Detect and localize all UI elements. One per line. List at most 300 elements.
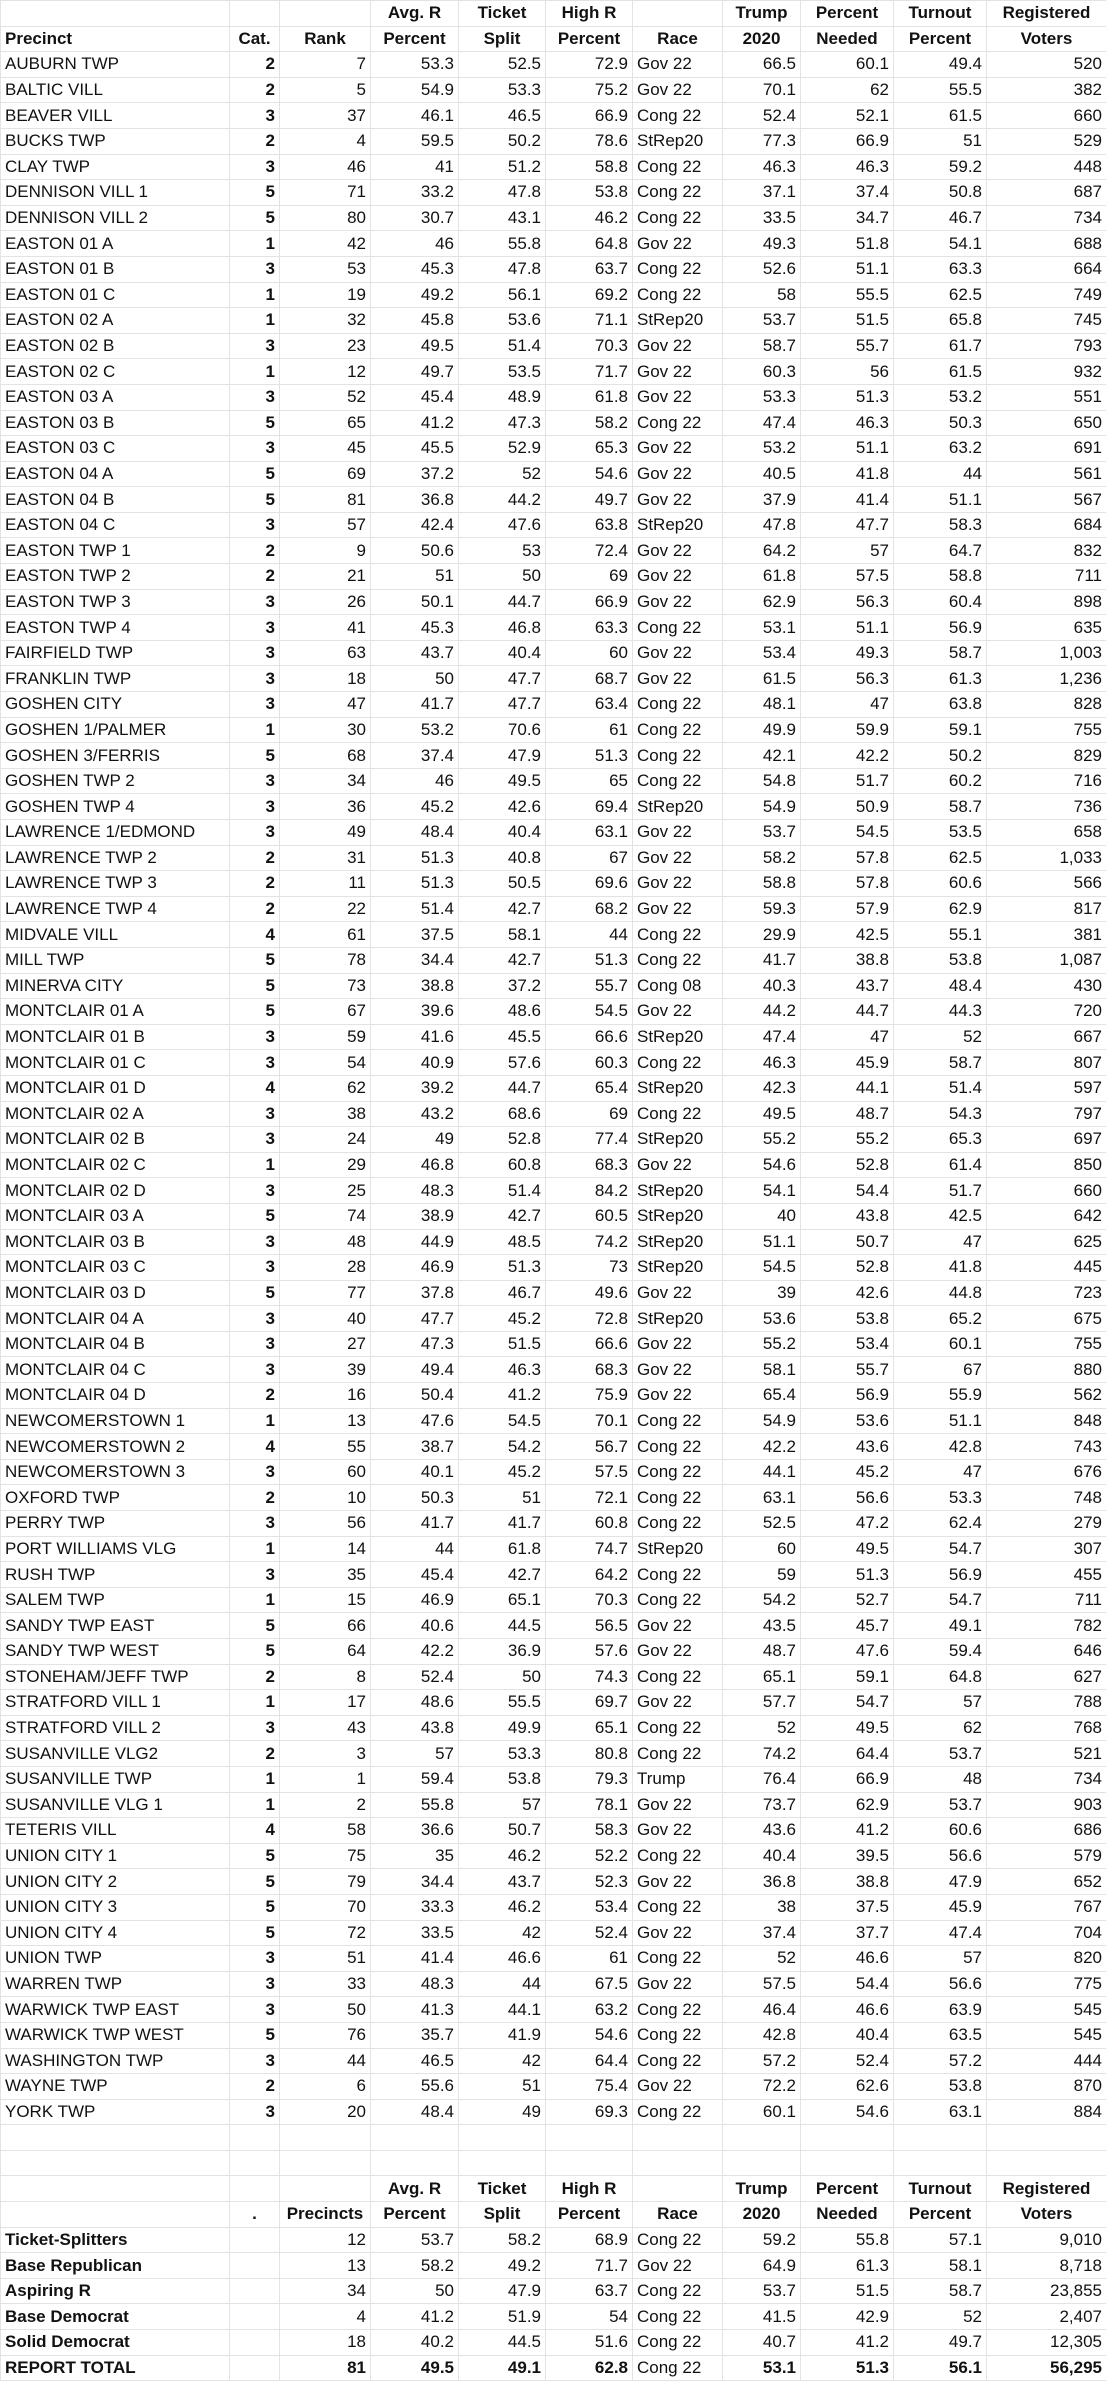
cell-percent-needed[interactable]: 41.2 xyxy=(801,1818,894,1844)
cell-cat[interactable]: 1 xyxy=(230,1792,280,1818)
cell-turnout-percent[interactable]: 59.2 xyxy=(894,154,987,180)
cell-race[interactable]: Cong 22 xyxy=(633,1434,723,1460)
cell-trump-2020[interactable]: 74.2 xyxy=(723,1741,801,1767)
cell-precinct[interactable]: WAYNE TWP xyxy=(1,2074,230,2100)
cell-trump-2020[interactable]: 65.4 xyxy=(723,1383,801,1409)
cell-cat[interactable]: 3 xyxy=(230,1946,280,1972)
cell-turnout-percent[interactable]: 53.3 xyxy=(894,1485,987,1511)
cell-precinct[interactable]: LAWRENCE TWP 2 xyxy=(1,845,230,871)
cell-trump-2020[interactable]: 46.4 xyxy=(723,1997,801,2023)
cell-percent-needed[interactable]: 42.9 xyxy=(801,2304,894,2330)
cell-rank[interactable]: 30 xyxy=(280,717,371,743)
cell-cat[interactable]: 2 xyxy=(230,1741,280,1767)
cell-avg-r-percent[interactable]: 45.4 xyxy=(371,384,459,410)
header-avg-r-percent[interactable]: Percent xyxy=(371,2202,459,2228)
cell-trump-2020[interactable]: 52.6 xyxy=(723,256,801,282)
cell-percent-needed[interactable]: 48.7 xyxy=(801,1101,894,1127)
cell-high-r-percent[interactable]: 57.5 xyxy=(546,1459,633,1485)
cell-trump-2020[interactable]: 77.3 xyxy=(723,128,801,154)
cell-precinct[interactable]: MONTCLAIR 02 D xyxy=(1,1178,230,1204)
cell-avg-r-percent[interactable]: 53.2 xyxy=(371,717,459,743)
cell-high-r-percent[interactable]: 71.7 xyxy=(546,2253,633,2279)
cell-ticket-split[interactable]: 47.8 xyxy=(459,180,546,206)
cell-percent-needed[interactable]: 45.9 xyxy=(801,1050,894,1076)
cell-percent-needed[interactable]: 49.5 xyxy=(801,1536,894,1562)
cell-race[interactable]: Cong 22 xyxy=(633,768,723,794)
cell-high-r-percent[interactable]: 68.9 xyxy=(546,2227,633,2253)
cell-precinct[interactable]: EASTON 02 B xyxy=(1,333,230,359)
cell-turnout-percent[interactable]: 58.8 xyxy=(894,564,987,590)
cell-avg-r-percent[interactable]: 42.2 xyxy=(371,1639,459,1665)
cell-ticket-split[interactable]: 40.8 xyxy=(459,845,546,871)
cell-trump-2020[interactable]: 55.2 xyxy=(723,1331,801,1357)
cell-percent-needed[interactable]: 55.7 xyxy=(801,1357,894,1383)
cell-rank[interactable]: 14 xyxy=(280,1536,371,1562)
cell-ticket-split[interactable]: 49.1 xyxy=(459,2355,546,2381)
cell-trump-2020[interactable]: 39 xyxy=(723,1280,801,1306)
cell-race[interactable]: Cong 22 xyxy=(633,1997,723,2023)
cell-turnout-percent[interactable]: 42.5 xyxy=(894,1203,987,1229)
cell-ticket-split[interactable]: 50 xyxy=(459,1664,546,1690)
cell-rank[interactable]: 48 xyxy=(280,1229,371,1255)
cell-rank[interactable]: 18 xyxy=(280,666,371,692)
empty-cell[interactable] xyxy=(987,2150,1106,2176)
cell-cat[interactable]: 2 xyxy=(230,1664,280,1690)
cell-ticket-split[interactable]: 48.9 xyxy=(459,384,546,410)
cell-turnout-percent[interactable]: 52 xyxy=(894,2304,987,2330)
cell-turnout-percent[interactable]: 51.1 xyxy=(894,487,987,513)
empty-cell[interactable] xyxy=(230,2150,280,2176)
cell-cat[interactable]: 2 xyxy=(230,128,280,154)
cell-registered-voters[interactable]: 832 xyxy=(987,538,1106,564)
cell-turnout-percent[interactable]: 63.9 xyxy=(894,1997,987,2023)
cell-precinct[interactable]: EASTON 04 B xyxy=(1,487,230,513)
cell-high-r-percent[interactable]: 69 xyxy=(546,564,633,590)
cell-percent-needed[interactable]: 47.2 xyxy=(801,1511,894,1537)
cell-cat[interactable]: 5 xyxy=(230,973,280,999)
cell-trump-2020[interactable]: 62.9 xyxy=(723,589,801,615)
cell-percent-needed[interactable]: 45.7 xyxy=(801,1613,894,1639)
cell-cat[interactable]: 3 xyxy=(230,666,280,692)
cell-trump-2020[interactable]: 57.2 xyxy=(723,2048,801,2074)
cell-percent-needed[interactable]: 43.6 xyxy=(801,1434,894,1460)
cell-ticket-split[interactable]: 47.7 xyxy=(459,666,546,692)
cell-trump-2020[interactable]: 53.6 xyxy=(723,1306,801,1332)
cell-rank[interactable]: 64 xyxy=(280,1639,371,1665)
cell-precinct[interactable]: FRANKLIN TWP xyxy=(1,666,230,692)
cell-precinct[interactable]: SUSANVILLE VLG2 xyxy=(1,1741,230,1767)
cell-precinct[interactable]: EASTON 03 B xyxy=(1,410,230,436)
cell-percent-needed[interactable]: 51.3 xyxy=(801,1562,894,1588)
cell-race[interactable]: Gov 22 xyxy=(633,2074,723,2100)
cell-turnout-percent[interactable]: 61.4 xyxy=(894,1152,987,1178)
cell-registered-voters[interactable]: 767 xyxy=(987,1894,1106,1920)
cell-rank[interactable]: 70 xyxy=(280,1894,371,1920)
cell-rank[interactable]: 1 xyxy=(280,1766,371,1792)
cell-registered-voters[interactable]: 749 xyxy=(987,282,1106,308)
cell-percent-needed[interactable]: 51.1 xyxy=(801,256,894,282)
cell-avg-r-percent[interactable]: 55.8 xyxy=(371,1792,459,1818)
cell-cat[interactable]: 3 xyxy=(230,1101,280,1127)
cell-cat[interactable]: 2 xyxy=(230,1383,280,1409)
cell-avg-r-percent[interactable]: 48.3 xyxy=(371,1971,459,1997)
cell-percent-needed[interactable]: 66.9 xyxy=(801,1766,894,1792)
cell-precinct[interactable]: NEWCOMERSTOWN 1 xyxy=(1,1408,230,1434)
header-registered-voters[interactable]: Voters xyxy=(987,26,1106,52)
cell-percent-needed[interactable]: 41.2 xyxy=(801,2330,894,2356)
cell-percent-needed[interactable]: 57.8 xyxy=(801,871,894,897)
cell-precinct[interactable]: MONTCLAIR 02 C xyxy=(1,1152,230,1178)
cell-turnout-percent[interactable]: 53.8 xyxy=(894,947,987,973)
cell-ticket-split[interactable]: 44.7 xyxy=(459,589,546,615)
header-high-r-percent[interactable]: High R xyxy=(546,1,633,27)
empty-cell[interactable] xyxy=(371,2125,459,2151)
cell-ticket-split[interactable]: 57.6 xyxy=(459,1050,546,1076)
cell-avg-r-percent[interactable]: 49.2 xyxy=(371,282,459,308)
cell-ticket-split[interactable]: 49.5 xyxy=(459,768,546,794)
cell-cat[interactable]: 3 xyxy=(230,1997,280,2023)
cell-cat[interactable]: 3 xyxy=(230,2048,280,2074)
cell-rank[interactable]: 59 xyxy=(280,1024,371,1050)
cell-race[interactable]: Cong 22 xyxy=(633,1101,723,1127)
cell-turnout-percent[interactable]: 57.2 xyxy=(894,2048,987,2074)
cell-rank[interactable]: 81 xyxy=(280,2355,371,2381)
cell-rank[interactable]: 18 xyxy=(280,2330,371,2356)
cell-percent-needed[interactable]: 56.3 xyxy=(801,666,894,692)
cell-trump-2020[interactable]: 42.2 xyxy=(723,1434,801,1460)
cell-ticket-split[interactable]: 36.9 xyxy=(459,1639,546,1665)
cell-trump-2020[interactable]: 36.8 xyxy=(723,1869,801,1895)
cell-avg-r-percent[interactable]: 44 xyxy=(371,1536,459,1562)
cell-rank[interactable]: 7 xyxy=(280,52,371,78)
header-cat[interactable] xyxy=(230,2176,280,2202)
cell-race[interactable]: Cong 22 xyxy=(633,2227,723,2253)
cell-race[interactable]: Gov 22 xyxy=(633,538,723,564)
cell-trump-2020[interactable]: 42.1 xyxy=(723,743,801,769)
cell-percent-needed[interactable]: 66.9 xyxy=(801,128,894,154)
cell-avg-r-percent[interactable]: 58.2 xyxy=(371,2253,459,2279)
cell-registered-voters[interactable]: 652 xyxy=(987,1869,1106,1895)
cell-turnout-percent[interactable]: 61.5 xyxy=(894,359,987,385)
cell-high-r-percent[interactable]: 60.3 xyxy=(546,1050,633,1076)
cell-turnout-percent[interactable]: 63.3 xyxy=(894,256,987,282)
cell-registered-voters[interactable]: 545 xyxy=(987,2022,1106,2048)
cell-high-r-percent[interactable]: 67 xyxy=(546,845,633,871)
cell-percent-needed[interactable]: 52.1 xyxy=(801,103,894,129)
cell-trump-2020[interactable]: 47.8 xyxy=(723,512,801,538)
cell-avg-r-percent[interactable]: 51.4 xyxy=(371,896,459,922)
cell-rank[interactable]: 76 xyxy=(280,2022,371,2048)
cell-rank[interactable]: 43 xyxy=(280,1715,371,1741)
cell-precinct[interactable]: GOSHEN CITY xyxy=(1,692,230,718)
cell-race[interactable]: StRep20 xyxy=(633,1536,723,1562)
cell-percent-needed[interactable]: 52.7 xyxy=(801,1587,894,1613)
cell-race[interactable]: Gov 22 xyxy=(633,1920,723,1946)
cell-trump-2020[interactable]: 54.6 xyxy=(723,1152,801,1178)
cell-rank[interactable]: 17 xyxy=(280,1690,371,1716)
empty-cell[interactable] xyxy=(1,2150,230,2176)
cell-avg-r-percent[interactable]: 46.9 xyxy=(371,1255,459,1281)
cell-registered-voters[interactable]: 755 xyxy=(987,717,1106,743)
cell-high-r-percent[interactable]: 54.5 xyxy=(546,999,633,1025)
cell-high-r-percent[interactable]: 63.8 xyxy=(546,512,633,538)
cell-precinct[interactable]: MONTCLAIR 04 A xyxy=(1,1306,230,1332)
cell-percent-needed[interactable]: 55.7 xyxy=(801,333,894,359)
cell-race[interactable]: Cong 22 xyxy=(633,410,723,436)
header-rank[interactable] xyxy=(280,1,371,27)
cell-turnout-percent[interactable]: 63.5 xyxy=(894,2022,987,2048)
cell-high-r-percent[interactable]: 64.4 xyxy=(546,2048,633,2074)
cell-high-r-percent[interactable]: 63.7 xyxy=(546,2278,633,2304)
cell-ticket-split[interactable]: 46.5 xyxy=(459,103,546,129)
cell-ticket-split[interactable]: 44.5 xyxy=(459,2330,546,2356)
cell-registered-voters[interactable]: 1,236 xyxy=(987,666,1106,692)
cell-percent-needed[interactable]: 53.8 xyxy=(801,1306,894,1332)
cell-registered-voters[interactable]: 9,010 xyxy=(987,2227,1106,2253)
cell-registered-voters[interactable]: 720 xyxy=(987,999,1106,1025)
cell-precinct[interactable]: EASTON 03 A xyxy=(1,384,230,410)
cell-trump-2020[interactable]: 59.3 xyxy=(723,896,801,922)
cell-ticket-split[interactable]: 65.1 xyxy=(459,1587,546,1613)
cell-cat[interactable]: 5 xyxy=(230,2022,280,2048)
cell-registered-voters[interactable]: 56,295 xyxy=(987,2355,1106,2381)
cell-cat[interactable] xyxy=(230,2253,280,2279)
cell-precinct[interactable]: EASTON 01 A xyxy=(1,231,230,257)
cell-turnout-percent[interactable]: 53.2 xyxy=(894,384,987,410)
cell-registered-voters[interactable]: 734 xyxy=(987,205,1106,231)
cell-avg-r-percent[interactable]: 37.5 xyxy=(371,922,459,948)
cell-trump-2020[interactable]: 49.9 xyxy=(723,717,801,743)
cell-avg-r-percent[interactable]: 41.6 xyxy=(371,1024,459,1050)
cell-high-r-percent[interactable]: 65.1 xyxy=(546,1715,633,1741)
cell-rank[interactable]: 55 xyxy=(280,1434,371,1460)
cell-avg-r-percent[interactable]: 37.2 xyxy=(371,461,459,487)
cell-trump-2020[interactable]: 51.1 xyxy=(723,1229,801,1255)
cell-high-r-percent[interactable]: 60 xyxy=(546,640,633,666)
cell-trump-2020[interactable]: 60 xyxy=(723,1536,801,1562)
cell-avg-r-percent[interactable]: 45.3 xyxy=(371,615,459,641)
cell-registered-voters[interactable]: 684 xyxy=(987,512,1106,538)
cell-registered-voters[interactable]: 625 xyxy=(987,1229,1106,1255)
cell-precinct[interactable]: SUSANVILLE TWP xyxy=(1,1766,230,1792)
cell-high-r-percent[interactable]: 61 xyxy=(546,1946,633,1972)
cell-avg-r-percent[interactable]: 47.7 xyxy=(371,1306,459,1332)
cell-trump-2020[interactable]: 40.5 xyxy=(723,461,801,487)
cell-rank[interactable]: 71 xyxy=(280,180,371,206)
cell-percent-needed[interactable]: 40.4 xyxy=(801,2022,894,2048)
cell-rank[interactable]: 41 xyxy=(280,615,371,641)
cell-precinct[interactable]: EASTON 04 A xyxy=(1,461,230,487)
cell-precinct[interactable]: MONTCLAIR 01 B xyxy=(1,1024,230,1050)
cell-precinct[interactable]: MONTCLAIR 02 A xyxy=(1,1101,230,1127)
cell-turnout-percent[interactable]: 58.7 xyxy=(894,1050,987,1076)
cell-registered-voters[interactable]: 660 xyxy=(987,1178,1106,1204)
cell-avg-r-percent[interactable]: 34.4 xyxy=(371,1869,459,1895)
cell-precinct[interactable]: MONTCLAIR 03 C xyxy=(1,1255,230,1281)
header-avg-r-percent[interactable]: Avg. R xyxy=(371,1,459,27)
cell-turnout-percent[interactable]: 63.8 xyxy=(894,692,987,718)
cell-registered-voters[interactable]: 444 xyxy=(987,2048,1106,2074)
cell-cat[interactable]: 1 xyxy=(230,359,280,385)
cell-precinct[interactable]: SANDY TWP EAST xyxy=(1,1613,230,1639)
cell-percent-needed[interactable]: 41.4 xyxy=(801,487,894,513)
cell-percent-needed[interactable]: 38.8 xyxy=(801,1869,894,1895)
cell-race[interactable]: Gov 22 xyxy=(633,1639,723,1665)
cell-percent-needed[interactable]: 46.6 xyxy=(801,1946,894,1972)
cell-precinct[interactable]: LAWRENCE TWP 4 xyxy=(1,896,230,922)
header-percent-needed[interactable]: Percent xyxy=(801,1,894,27)
cell-precinct[interactable]: GOSHEN TWP 2 xyxy=(1,768,230,794)
cell-ticket-split[interactable]: 58.2 xyxy=(459,2227,546,2253)
cell-ticket-split[interactable]: 51 xyxy=(459,1485,546,1511)
cell-precinct[interactable]: YORK TWP xyxy=(1,2099,230,2125)
cell-rank[interactable]: 9 xyxy=(280,538,371,564)
cell-precinct[interactable]: EASTON TWP 2 xyxy=(1,564,230,590)
cell-avg-r-percent[interactable]: 46.9 xyxy=(371,1587,459,1613)
cell-high-r-percent[interactable]: 75.9 xyxy=(546,1383,633,1409)
cell-high-r-percent[interactable]: 63.2 xyxy=(546,1997,633,2023)
cell-percent-needed[interactable]: 54.7 xyxy=(801,1690,894,1716)
cell-high-r-percent[interactable]: 71.7 xyxy=(546,359,633,385)
cell-ticket-split[interactable]: 43.7 xyxy=(459,1869,546,1895)
cell-trump-2020[interactable]: 54.2 xyxy=(723,1587,801,1613)
cell-registered-voters[interactable]: 566 xyxy=(987,871,1106,897)
cell-race[interactable]: Gov 22 xyxy=(633,436,723,462)
cell-avg-r-percent[interactable]: 48.6 xyxy=(371,1690,459,1716)
cell-cat[interactable]: 5 xyxy=(230,1920,280,1946)
cell-avg-r-percent[interactable]: 51 xyxy=(371,564,459,590)
cell-race[interactable]: Cong 22 xyxy=(633,947,723,973)
cell-precinct[interactable]: AUBURN TWP xyxy=(1,52,230,78)
cell-precinct[interactable]: UNION CITY 4 xyxy=(1,1920,230,1946)
cell-rank[interactable]: 12 xyxy=(280,359,371,385)
cell-percent-needed[interactable]: 42.6 xyxy=(801,1280,894,1306)
cell-cat[interactable]: 5 xyxy=(230,1639,280,1665)
cell-avg-r-percent[interactable]: 41.7 xyxy=(371,692,459,718)
header-precinct[interactable] xyxy=(1,2202,230,2228)
cell-registered-voters[interactable]: 8,718 xyxy=(987,2253,1106,2279)
cell-avg-r-percent[interactable]: 53.7 xyxy=(371,2227,459,2253)
cell-cat[interactable]: 5 xyxy=(230,1869,280,1895)
cell-ticket-split[interactable]: 54.2 xyxy=(459,1434,546,1460)
empty-cell[interactable] xyxy=(633,2150,723,2176)
cell-ticket-split[interactable]: 53.3 xyxy=(459,1741,546,1767)
cell-precinct[interactable]: WARWICK TWP WEST xyxy=(1,2022,230,2048)
cell-avg-r-percent[interactable]: 50.4 xyxy=(371,1383,459,1409)
cell-turnout-percent[interactable]: 65.8 xyxy=(894,308,987,334)
cell-precinct[interactable]: EASTON 03 C xyxy=(1,436,230,462)
cell-avg-r-percent[interactable]: 55.6 xyxy=(371,2074,459,2100)
cell-race[interactable]: Gov 22 xyxy=(633,1331,723,1357)
cell-cat[interactable]: 3 xyxy=(230,1511,280,1537)
cell-precinct[interactable]: NEWCOMERSTOWN 2 xyxy=(1,1434,230,1460)
empty-cell[interactable] xyxy=(1,2125,230,2151)
header-avg-r-percent[interactable]: Avg. R xyxy=(371,2176,459,2202)
cell-avg-r-percent[interactable]: 41.7 xyxy=(371,1511,459,1537)
cell-turnout-percent[interactable]: 51.7 xyxy=(894,1178,987,1204)
cell-percent-needed[interactable]: 51.7 xyxy=(801,768,894,794)
cell-cat[interactable]: 5 xyxy=(230,461,280,487)
cell-cat[interactable] xyxy=(230,2330,280,2356)
cell-percent-needed[interactable]: 52.8 xyxy=(801,1255,894,1281)
cell-rank[interactable]: 62 xyxy=(280,1075,371,1101)
cell-race[interactable]: StRep20 xyxy=(633,1178,723,1204)
cell-turnout-percent[interactable]: 53.7 xyxy=(894,1741,987,1767)
cell-precinct[interactable]: LAWRENCE 1/EDMOND xyxy=(1,820,230,846)
cell-cat[interactable]: 5 xyxy=(230,1613,280,1639)
cell-avg-r-percent[interactable]: 50 xyxy=(371,2278,459,2304)
cell-avg-r-percent[interactable]: 39.2 xyxy=(371,1075,459,1101)
cell-high-r-percent[interactable]: 78.1 xyxy=(546,1792,633,1818)
cell-trump-2020[interactable]: 64.9 xyxy=(723,2253,801,2279)
cell-rank[interactable]: 51 xyxy=(280,1946,371,1972)
cell-cat[interactable]: 3 xyxy=(230,692,280,718)
cell-high-r-percent[interactable]: 66.9 xyxy=(546,589,633,615)
cell-turnout-percent[interactable]: 54.1 xyxy=(894,231,987,257)
cell-registered-voters[interactable]: 723 xyxy=(987,1280,1106,1306)
cell-high-r-percent[interactable]: 72.8 xyxy=(546,1306,633,1332)
cell-precinct[interactable]: WARREN TWP xyxy=(1,1971,230,1997)
cell-trump-2020[interactable]: 46.3 xyxy=(723,1050,801,1076)
cell-avg-r-percent[interactable]: 33.5 xyxy=(371,1920,459,1946)
cell-cat[interactable]: 3 xyxy=(230,1306,280,1332)
cell-turnout-percent[interactable]: 64.8 xyxy=(894,1664,987,1690)
cell-cat[interactable]: 2 xyxy=(230,845,280,871)
cell-cat[interactable]: 3 xyxy=(230,384,280,410)
cell-turnout-percent[interactable]: 41.8 xyxy=(894,1255,987,1281)
cell-race[interactable]: Cong 22 xyxy=(633,1485,723,1511)
cell-high-r-percent[interactable]: 65.3 xyxy=(546,436,633,462)
cell-turnout-percent[interactable]: 60.2 xyxy=(894,768,987,794)
header-registered-voters[interactable]: Voters xyxy=(987,2202,1106,2228)
cell-avg-r-percent[interactable]: 41 xyxy=(371,154,459,180)
cell-cat[interactable]: 3 xyxy=(230,1178,280,1204)
cell-rank[interactable]: 56 xyxy=(280,1511,371,1537)
cell-trump-2020[interactable]: 53.7 xyxy=(723,2278,801,2304)
cell-high-r-percent[interactable]: 77.4 xyxy=(546,1127,633,1153)
header-rank[interactable]: Precincts xyxy=(280,2202,371,2228)
cell-high-r-percent[interactable]: 69 xyxy=(546,1101,633,1127)
cell-high-r-percent[interactable]: 78.6 xyxy=(546,128,633,154)
cell-ticket-split[interactable]: 52.9 xyxy=(459,436,546,462)
cell-ticket-split[interactable]: 44 xyxy=(459,1971,546,1997)
cell-cat[interactable]: 3 xyxy=(230,103,280,129)
cell-rank[interactable]: 10 xyxy=(280,1485,371,1511)
cell-percent-needed[interactable]: 37.4 xyxy=(801,180,894,206)
cell-registered-voters[interactable]: 828 xyxy=(987,692,1106,718)
cell-ticket-split[interactable]: 53.3 xyxy=(459,77,546,103)
cell-high-r-percent[interactable]: 68.2 xyxy=(546,896,633,922)
cell-trump-2020[interactable]: 47.4 xyxy=(723,1024,801,1050)
cell-ticket-split[interactable]: 49.2 xyxy=(459,2253,546,2279)
cell-rank[interactable]: 37 xyxy=(280,103,371,129)
cell-trump-2020[interactable]: 53.2 xyxy=(723,436,801,462)
cell-ticket-split[interactable]: 42.7 xyxy=(459,947,546,973)
cell-race[interactable]: Gov 22 xyxy=(633,1792,723,1818)
cell-rank[interactable]: 78 xyxy=(280,947,371,973)
cell-trump-2020[interactable]: 48.1 xyxy=(723,692,801,718)
cell-avg-r-percent[interactable]: 40.6 xyxy=(371,1613,459,1639)
header-high-r-percent[interactable]: High R xyxy=(546,2176,633,2202)
cell-race[interactable]: Gov 22 xyxy=(633,1869,723,1895)
cell-turnout-percent[interactable]: 58.1 xyxy=(894,2253,987,2279)
cell-turnout-percent[interactable]: 47 xyxy=(894,1229,987,1255)
cell-registered-voters[interactable]: 529 xyxy=(987,128,1106,154)
cell-trump-2020[interactable]: 53.3 xyxy=(723,384,801,410)
cell-registered-voters[interactable]: 898 xyxy=(987,589,1106,615)
cell-ticket-split[interactable]: 41.2 xyxy=(459,1383,546,1409)
cell-percent-needed[interactable]: 46.6 xyxy=(801,1997,894,2023)
